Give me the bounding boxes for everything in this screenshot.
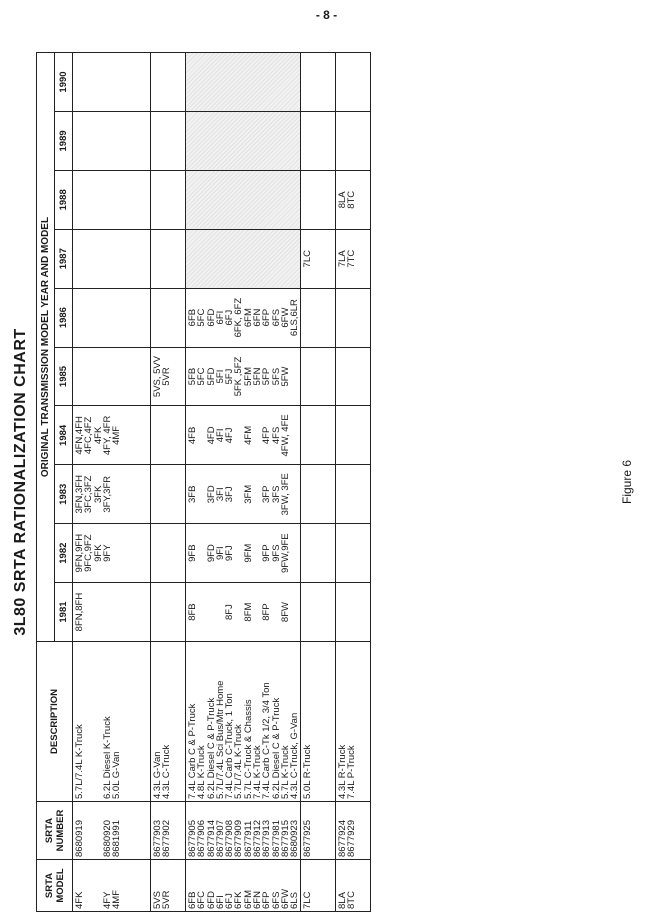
year-value <box>303 114 312 168</box>
year-value <box>162 526 171 580</box>
page-number: - 8 - <box>315 8 338 22</box>
year-value <box>162 173 171 227</box>
year-value: 4FM <box>242 425 254 445</box>
col-header-original-transmission: ORIGINAL TRANSMISSION MODEL YEAR AND MODEL <box>37 53 55 642</box>
year-value <box>290 55 299 109</box>
year-value: 8LA <box>336 191 348 209</box>
number-value: 8677908 <box>224 820 236 857</box>
year-value: 5FN <box>252 367 264 386</box>
year-value: 5FC <box>196 308 208 327</box>
number-value: 8677907 <box>214 820 226 857</box>
year-value: 6FI <box>214 310 226 325</box>
year-value <box>303 55 312 109</box>
year-value: 9FW,9FE <box>279 533 291 573</box>
year-value <box>290 467 299 521</box>
table-row <box>186 53 301 912</box>
year-value <box>347 291 356 345</box>
year-value <box>112 291 121 345</box>
year-value <box>303 291 312 345</box>
description-cell <box>73 642 151 802</box>
description-value: 5.7L/7.4L K-Truck <box>233 724 245 799</box>
year-cell <box>151 524 186 583</box>
year-value: 3FW, 3FE <box>279 473 291 516</box>
year-value <box>347 350 356 404</box>
year-value <box>303 408 312 462</box>
description-value: 5.7L/7.4L Sci Bus/Mtr Home <box>214 680 226 799</box>
year-cell <box>151 465 186 524</box>
year-value <box>290 173 299 227</box>
number-value: 8680919 <box>74 820 85 857</box>
year-cell <box>151 288 186 347</box>
year-value: 4FI <box>214 428 226 443</box>
year-value: 5VS, 5VV <box>152 355 163 398</box>
model-cell <box>335 860 370 912</box>
year-value <box>347 585 356 639</box>
year-header: 1988 <box>55 170 73 229</box>
number-cell <box>186 802 301 860</box>
model-value <box>84 862 93 909</box>
description-value: 7.4L Carb C-Tk 1/2, 3/4 Ton <box>261 682 273 799</box>
description-value: 6.2L Diesel K-Truck <box>101 716 113 799</box>
year-value: 5FW <box>279 366 291 387</box>
description-value <box>84 644 93 799</box>
year-value: 5FP <box>261 367 273 386</box>
year-value: 7LC <box>301 250 313 268</box>
year-cell <box>151 347 186 406</box>
number-value: 8680923 <box>289 820 301 857</box>
table-row <box>300 53 335 912</box>
model-value: 6FW <box>279 888 291 909</box>
year-cell <box>335 465 370 524</box>
year-cell <box>300 111 335 170</box>
description-value: 5.7L K-Truck <box>279 745 291 799</box>
number-value: 8681991 <box>111 820 123 857</box>
year-value <box>347 526 356 580</box>
model-value: 6FB <box>187 891 198 909</box>
year-value <box>112 585 121 639</box>
col-header-description: DESCRIPTION <box>37 642 73 802</box>
year-value: 8FJ <box>224 604 236 620</box>
year-value: 3FI <box>214 487 226 502</box>
year-cell <box>73 53 151 112</box>
year-value: 6FN <box>252 308 264 327</box>
year-value: 9FS <box>270 544 282 562</box>
year-value <box>162 291 171 345</box>
year-value: 3FC,3FZ <box>83 475 95 514</box>
table-row <box>151 53 186 912</box>
year-value: 8TC <box>345 190 357 209</box>
model-value: 7LC <box>301 891 313 909</box>
year-header: 1986 <box>55 288 73 347</box>
rationalization-table <box>36 52 371 912</box>
year-value <box>162 232 171 286</box>
year-value: 5FI <box>214 369 226 384</box>
number-cell <box>335 802 370 860</box>
year-cell <box>151 53 186 112</box>
year-value: 5FB <box>187 367 198 386</box>
year-value <box>347 114 356 168</box>
description-value: 7.4L Carb C & P-Truck <box>187 703 198 799</box>
number-value: 8677902 <box>161 820 173 857</box>
year-value: 9FM <box>242 543 254 563</box>
year-value: 3FJ <box>224 486 236 503</box>
year-value: 6LS,6LR <box>289 299 301 337</box>
year-value: 6FK, 6FZ <box>233 297 245 338</box>
year-value: 9FD <box>205 544 217 563</box>
number-value: 8677906 <box>196 820 208 857</box>
year-value <box>303 350 312 404</box>
year-value <box>290 232 299 286</box>
number-value: 8677914 <box>205 820 217 857</box>
model-cell <box>186 860 301 912</box>
year-cell <box>151 229 186 288</box>
model-value: 6FC <box>196 891 208 909</box>
year-value: 6FD <box>205 308 217 327</box>
year-value: 4FP <box>261 426 273 445</box>
year-value: 6FB <box>187 308 198 327</box>
year-value: 8FB <box>187 603 198 621</box>
year-cell <box>300 170 335 229</box>
year-value: 4FN,4FH <box>74 416 85 455</box>
model-value: 6FD <box>205 891 217 909</box>
year-value: 7TC <box>345 249 357 268</box>
model-value: 5VR <box>161 890 173 909</box>
model-value: 8TC <box>345 891 357 909</box>
year-cell <box>151 111 186 170</box>
year-value <box>112 350 121 404</box>
year-value <box>290 350 299 404</box>
year-value: 5FK ,5FZ <box>233 356 245 397</box>
year-value: 9FB <box>187 544 198 562</box>
year-value: 4MF <box>111 425 123 445</box>
year-value: 9FI <box>214 546 226 561</box>
year-value: 4FD <box>205 426 217 445</box>
model-cell <box>300 860 335 912</box>
year-header: 1983 <box>55 465 73 524</box>
year-value <box>290 114 299 168</box>
year-cell <box>73 229 151 288</box>
description-value: 6.2L Diesel C & P-Truck <box>205 697 217 799</box>
year-cell <box>186 347 301 406</box>
year-cell <box>335 347 370 406</box>
year-value: 8FP <box>261 603 273 621</box>
year-value: 7LA <box>336 250 348 268</box>
year-cell <box>300 583 335 642</box>
year-value: 4FJ <box>224 427 236 444</box>
year-cell <box>186 465 301 524</box>
year-cell <box>300 406 335 465</box>
number-value <box>84 804 93 857</box>
model-value: 6FM <box>242 890 254 909</box>
number-value: 8677905 <box>187 820 198 857</box>
year-value: 3FN,3FH <box>74 475 85 514</box>
year-cell <box>335 583 370 642</box>
year-cell <box>335 406 370 465</box>
year-cell <box>300 465 335 524</box>
year-value: 4FW, 4FE <box>279 414 291 457</box>
year-value <box>290 585 299 639</box>
rotated-chart-page <box>0 42 653 922</box>
description-value: 4.8L K-Truck <box>196 745 208 799</box>
number-value: 8677911 <box>242 820 254 857</box>
model-value: 4MF <box>111 890 123 909</box>
year-cell <box>335 288 370 347</box>
year-value <box>303 526 312 580</box>
year-value: 3FS <box>270 485 282 503</box>
number-value: 8677925 <box>301 820 313 857</box>
year-value <box>347 408 356 462</box>
description-value: 7.4L K-Truck <box>252 745 264 799</box>
year-value: 8FM <box>242 602 254 622</box>
year-cell <box>335 229 370 288</box>
year-value <box>162 408 171 462</box>
model-value: 5VS <box>152 891 163 909</box>
year-cell <box>335 524 370 583</box>
year-value <box>112 467 121 521</box>
year-header: 1989 <box>55 111 73 170</box>
year-value: 4FY, 4FR <box>101 415 113 456</box>
description-value: 7.4L Carb C-Truck, 1 Ton <box>224 693 236 799</box>
year-cell <box>186 524 301 583</box>
number-value: 8677981 <box>270 820 282 857</box>
year-header: 1981 <box>55 583 73 642</box>
year-value: 6FP <box>261 308 273 327</box>
year-cell <box>300 53 335 112</box>
year-value <box>303 467 312 521</box>
year-value: 9FP <box>261 544 273 562</box>
number-value: 8677915 <box>279 820 291 857</box>
year-cell <box>73 170 151 229</box>
year-value <box>112 114 121 168</box>
year-value <box>303 173 312 227</box>
number-value: 8677913 <box>261 820 273 857</box>
year-value: 5FJ <box>224 368 236 385</box>
year-cell <box>186 229 301 288</box>
model-cell <box>151 860 186 912</box>
year-value: 4FK <box>92 426 104 445</box>
year-cell <box>73 111 151 170</box>
model-value: 6FJ <box>224 893 236 909</box>
year-header: 1987 <box>55 229 73 288</box>
col-header-model: SRTA MODEL <box>37 860 73 912</box>
description-value: 4.3L G-Van <box>152 751 163 799</box>
year-cell <box>151 583 186 642</box>
chart-title: 3L80 SRTA RATIONALIZATION CHART <box>12 328 29 636</box>
number-cell <box>300 802 335 860</box>
model-cell <box>73 860 151 912</box>
year-value <box>303 585 312 639</box>
year-cell <box>186 406 301 465</box>
model-value: 6FI <box>214 895 226 909</box>
number-value: 8677912 <box>252 820 264 857</box>
year-cell <box>73 524 151 583</box>
year-value: 6FW <box>279 307 291 328</box>
description-value: 5.0L R-Truck <box>301 744 313 799</box>
year-cell <box>73 406 151 465</box>
number-value: 8680920 <box>101 820 113 857</box>
year-value <box>112 55 121 109</box>
year-value: 5FC <box>196 367 208 386</box>
year-cell <box>335 111 370 170</box>
year-value <box>162 467 171 521</box>
description-cell <box>335 642 370 802</box>
year-value: 3FP <box>261 485 273 503</box>
year-value <box>162 585 171 639</box>
year-value: 9FY <box>101 544 113 562</box>
description-value: 5.7L/7.4L K-Truck <box>74 724 85 799</box>
year-cell <box>73 288 151 347</box>
year-value: 6FM <box>242 308 254 328</box>
year-cell <box>151 406 186 465</box>
year-value: 5VR <box>161 367 173 386</box>
year-value <box>112 232 121 286</box>
year-cell <box>300 347 335 406</box>
number-value: 8677903 <box>152 820 163 857</box>
year-cell <box>300 288 335 347</box>
year-value: 9FK <box>92 544 104 562</box>
year-header: 1984 <box>55 406 73 465</box>
table-body <box>73 53 371 912</box>
year-value <box>290 408 299 462</box>
year-value <box>347 467 356 521</box>
year-cell <box>73 465 151 524</box>
year-header: 1990 <box>55 53 73 112</box>
year-value: 9FC,9FZ <box>83 534 95 572</box>
year-cell <box>300 524 335 583</box>
model-value: 4FK <box>74 891 85 909</box>
number-value: 8677929 <box>345 820 357 857</box>
description-value: 4.3L R-Truck <box>336 744 348 799</box>
description-value: 6.2L Diesel C & P-Truck <box>270 697 282 799</box>
year-cell <box>335 53 370 112</box>
year-cell <box>300 229 335 288</box>
year-value: 3FD <box>205 485 217 504</box>
year-value: 9FJ <box>224 545 236 562</box>
description-cell <box>186 642 301 802</box>
number-value: 8677924 <box>336 820 348 857</box>
description-value: 4.3L C-Truck <box>161 744 173 799</box>
year-value: 3FB <box>187 485 198 503</box>
model-value: 6FK <box>233 891 245 909</box>
year-header: 1985 <box>55 347 73 406</box>
year-value: 4FC,4FZ <box>83 416 95 455</box>
year-value: 6FJ <box>224 309 236 326</box>
year-value: 4FB <box>187 426 198 445</box>
year-value <box>162 114 171 168</box>
year-cell <box>186 288 301 347</box>
description-value: 5.0L G-Van <box>111 751 123 799</box>
model-value: 6LS <box>289 892 301 909</box>
description-value: 5.7L C-Truck & Chassis <box>242 699 254 799</box>
model-value: 8LA <box>336 892 348 909</box>
description-cell <box>300 642 335 802</box>
year-cell <box>151 170 186 229</box>
year-cell <box>186 583 301 642</box>
year-value <box>112 173 121 227</box>
year-value <box>162 55 171 109</box>
year-value: 6FS <box>270 308 282 327</box>
model-value: 6FP <box>261 891 273 909</box>
description-value: 4.3L C-Truck, G-Van <box>289 712 301 799</box>
year-cell <box>73 583 151 642</box>
year-value <box>112 526 121 580</box>
table-row <box>73 53 151 912</box>
description-value: 7.4L P-Truck <box>345 745 357 799</box>
year-value <box>290 526 299 580</box>
year-value: 5FS <box>270 367 282 386</box>
year-value: 8FN,8FH <box>74 592 85 632</box>
year-cell <box>73 347 151 406</box>
number-value: 8677909 <box>233 820 245 857</box>
figure-label: Figure 6 <box>620 459 634 505</box>
description-cell <box>151 642 186 802</box>
year-value: 3FY,3FR <box>101 475 113 513</box>
table-row <box>335 53 370 912</box>
model-value: 4FY <box>101 891 113 909</box>
model-value: 6FS <box>270 891 282 909</box>
year-cell <box>186 111 301 170</box>
year-value: 9FN,9FH <box>74 533 85 573</box>
number-cell <box>73 802 151 860</box>
year-value: 8FW <box>279 602 291 623</box>
year-value: 5FD <box>205 367 217 386</box>
year-value: 4FS <box>270 426 282 445</box>
year-value: 5FM <box>242 367 254 386</box>
number-cell <box>151 802 186 860</box>
model-value: 6FN <box>252 891 264 909</box>
year-value: 3FK <box>92 485 104 503</box>
year-value: 3FM <box>242 484 254 504</box>
year-value <box>347 55 356 109</box>
year-cell <box>335 170 370 229</box>
col-header-number: SRTA NUMBER <box>37 802 73 860</box>
year-cell <box>186 170 301 229</box>
year-header: 1982 <box>55 524 73 583</box>
year-cell <box>186 53 301 112</box>
